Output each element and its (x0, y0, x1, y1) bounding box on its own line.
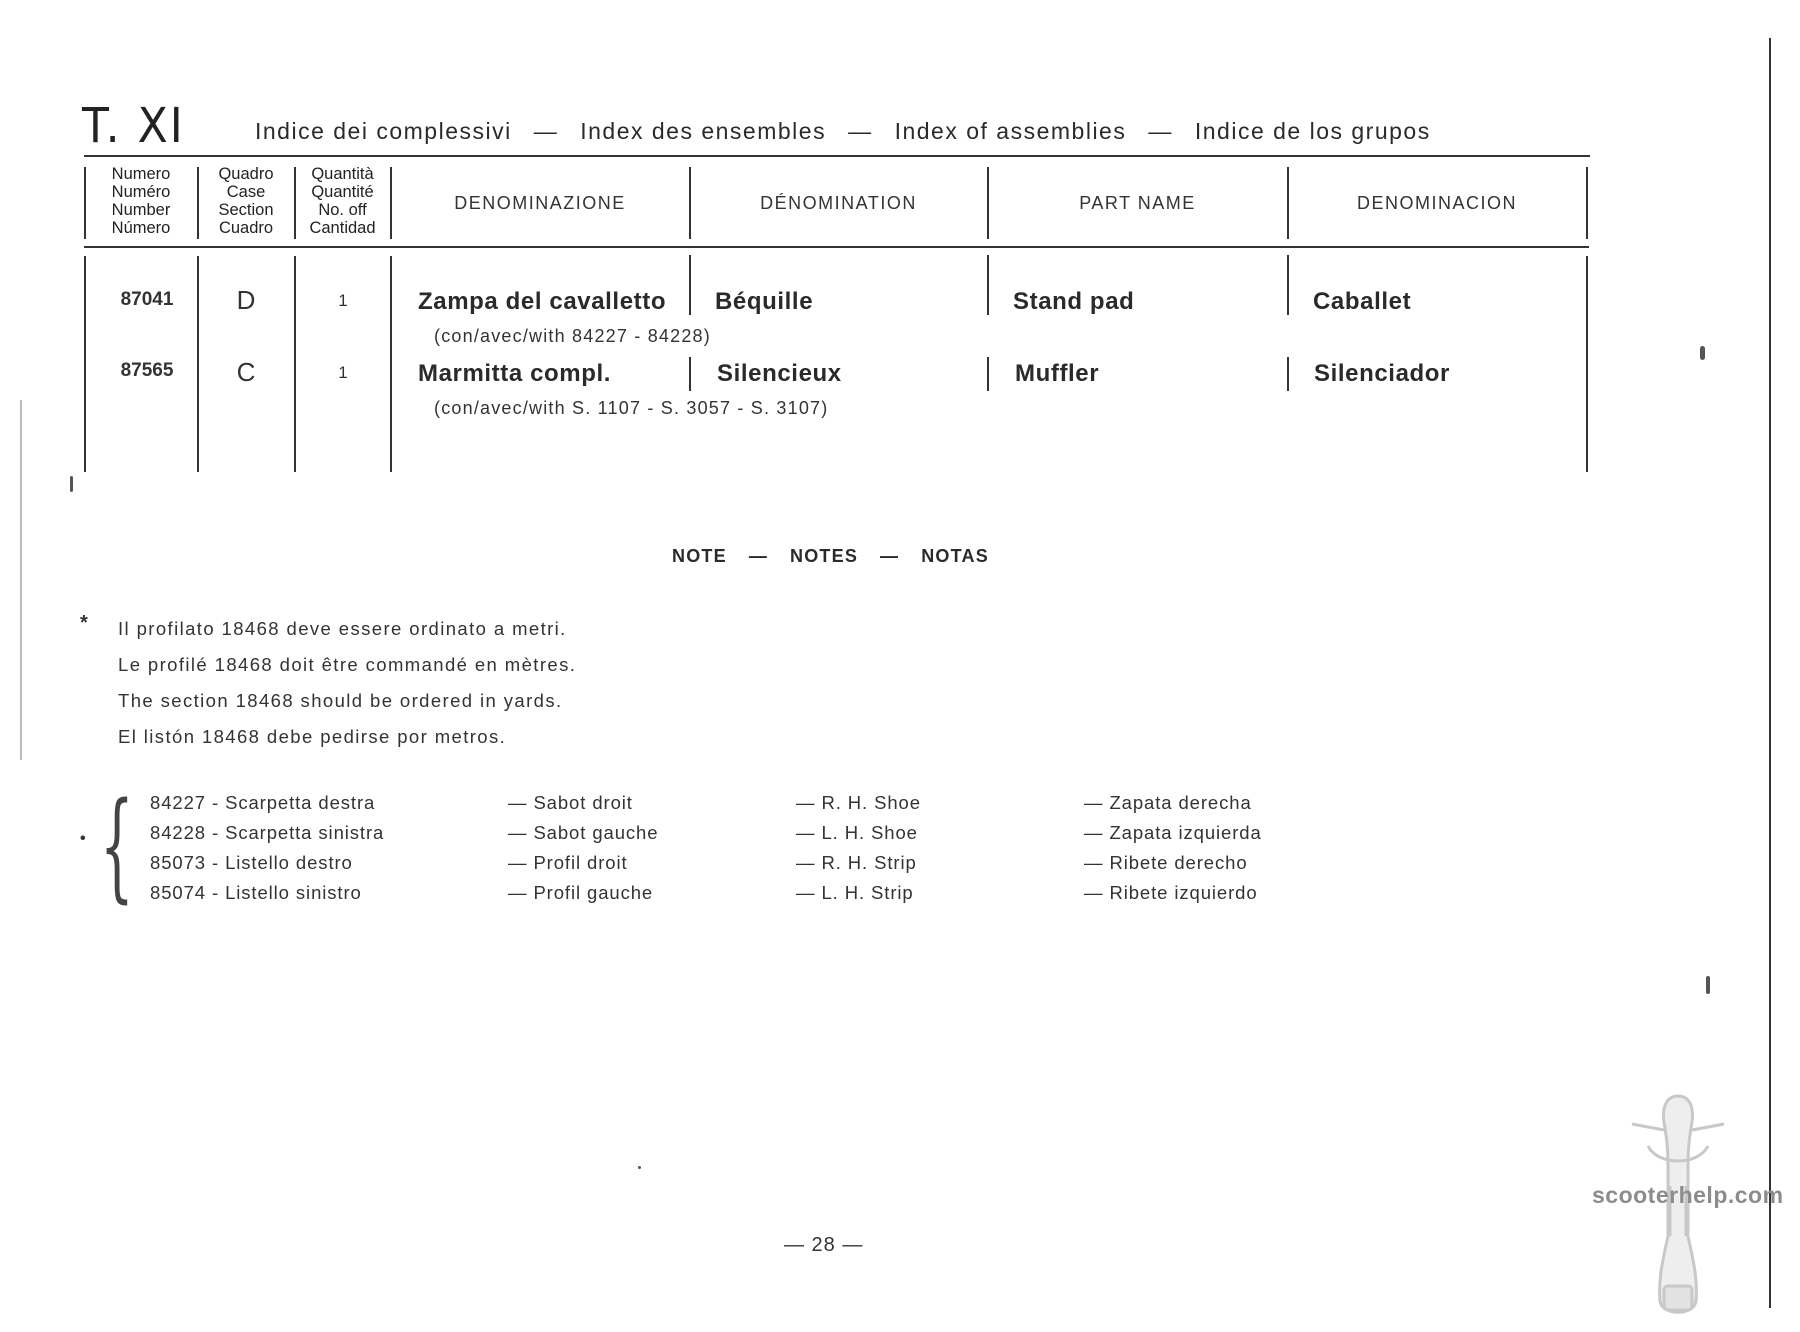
header-number (86, 165, 196, 237)
header-case-en: Section (218, 201, 274, 219)
header-name-spanish: DENOMINACION (1356, 193, 1517, 213)
title-spanish: Indice de los grupos (1194, 118, 1431, 144)
header-qty-fr: Quantité (311, 183, 374, 201)
header-case-it: Quadro (218, 165, 274, 183)
table-border-right (1586, 256, 1588, 472)
row1-qty: 1 (338, 291, 348, 310)
part-french: — Profil gauche (508, 882, 654, 903)
assemblies-table (84, 163, 1589, 475)
notes-heading-spanish: NOTAS (921, 546, 989, 566)
scan-speck (638, 1166, 641, 1169)
header-name-english: PART NAME (1079, 193, 1196, 213)
row1-name-english: Stand pad (1013, 288, 1135, 315)
row1-case: D (236, 285, 256, 315)
row1-number: 87041 (120, 289, 174, 310)
notes-dash: — (748, 546, 769, 566)
scan-speck (1706, 976, 1710, 994)
watermark-text: scooterhelp.com (1592, 1182, 1784, 1208)
note1-line-english: The section 18468 should be ordered in yards. (118, 690, 563, 711)
row2-name-french: Silencieux (717, 360, 842, 387)
part-french: — Sabot gauche (508, 822, 659, 843)
part-italian: 85074 - Listello sinistro (150, 882, 362, 903)
notes-heading (672, 546, 989, 567)
scan-speck (1700, 346, 1705, 360)
header-name-french: DÉNOMINATION (760, 193, 917, 213)
part-spanish: — Ribete derecho (1084, 852, 1248, 873)
part-italian: 84227 - Scarpetta destra (150, 792, 376, 813)
part-italian: 85073 - Listello destro (150, 852, 353, 873)
scan-speck (70, 476, 73, 492)
row1-name-italian: Zampa del cavalletto (418, 288, 667, 315)
table-border-right (1586, 167, 1588, 239)
part-spanish: — Zapata izquierda (1084, 822, 1262, 843)
title-dash: — (533, 118, 559, 144)
row2-name-english: Muffler (1015, 360, 1100, 387)
row2-name-italian: Marmitta compl. (418, 360, 612, 387)
header-number-es: Número (111, 219, 171, 237)
note1-line-spanish: El listón 18468 debe pedirse por metros. (118, 726, 507, 747)
table-border-left (84, 256, 86, 472)
row2-qty: 1 (338, 363, 348, 382)
header-case (198, 165, 294, 237)
title-dash: — (848, 118, 873, 144)
title-french: Index des ensembles (580, 118, 827, 144)
row1-separator (1287, 255, 1289, 315)
header-case-es: Cuadro (218, 219, 274, 237)
row2-name-spanish: Silenciador (1314, 360, 1450, 387)
note1-line-french: Le profilé 18468 doit être commandé en mètres. (118, 654, 577, 675)
part-italian: 84228 - Scarpetta sinistra (150, 822, 385, 843)
header-case-fr: Case (226, 183, 266, 201)
row2-number: 87565 (120, 360, 174, 381)
part-french: — Sabot droit (508, 792, 633, 813)
part-english: — R. H. Shoe (796, 792, 921, 813)
header-qty (295, 165, 390, 237)
row1-name-french: Béquille (715, 288, 814, 315)
page-edge-shadow (20, 400, 22, 760)
part-french: — Profil droit (508, 852, 628, 873)
header-qty-en: No. off (318, 201, 367, 219)
header-qty-it: Quantità (311, 165, 374, 183)
header-title (255, 118, 1431, 145)
notes-heading-italian: NOTE (672, 546, 727, 566)
header-name-italian: DENOMINAZIONE (454, 193, 626, 213)
page-edge-line (1769, 38, 1771, 1308)
row2-separator (1287, 357, 1289, 391)
part-spanish: — Zapata derecha (1084, 792, 1252, 813)
row1-separator (689, 255, 691, 315)
row1-separator (987, 255, 989, 315)
header-number-it: Numero (111, 165, 171, 183)
row2-separator (987, 357, 989, 391)
part-spanish: — Ribete izquierdo (1084, 882, 1258, 903)
part-english: — R. H. Strip (796, 852, 917, 873)
header-bottom-rule (84, 246, 1589, 248)
header-qty-es: Cantidad (309, 219, 376, 237)
row1-note: (con/avec/with 84227 - 84228) (434, 326, 711, 346)
plate-code: T. XI (82, 98, 185, 155)
note1-marker: * (80, 612, 88, 634)
row2-separator (689, 357, 691, 391)
note2-marker: • (80, 830, 86, 847)
part-english: — L. H. Shoe (796, 822, 918, 843)
title-italian: Indice dei complessivi (255, 118, 512, 144)
title-english: Index of assemblies (894, 118, 1127, 144)
page-number: — 28 — (784, 1234, 864, 1256)
title-dash: — (1148, 118, 1173, 144)
header-rule (84, 155, 1590, 157)
row2-note: (con/avec/with S. 1107 - S. 3057 - S. 3107) (434, 398, 829, 418)
notes-dash: — (880, 546, 900, 566)
part-english: — L. H. Strip (796, 882, 914, 903)
header-number-fr: Numéro (111, 183, 171, 201)
row1-name-spanish: Caballet (1313, 288, 1412, 315)
note1-line-italian: Il profilato 18468 deve essere ordinato a metri. (118, 618, 567, 639)
header-number-en: Number (111, 201, 171, 219)
notes-heading-french: NOTES (790, 546, 859, 566)
brace-icon: { (100, 776, 134, 914)
row2-case: C (236, 357, 256, 387)
